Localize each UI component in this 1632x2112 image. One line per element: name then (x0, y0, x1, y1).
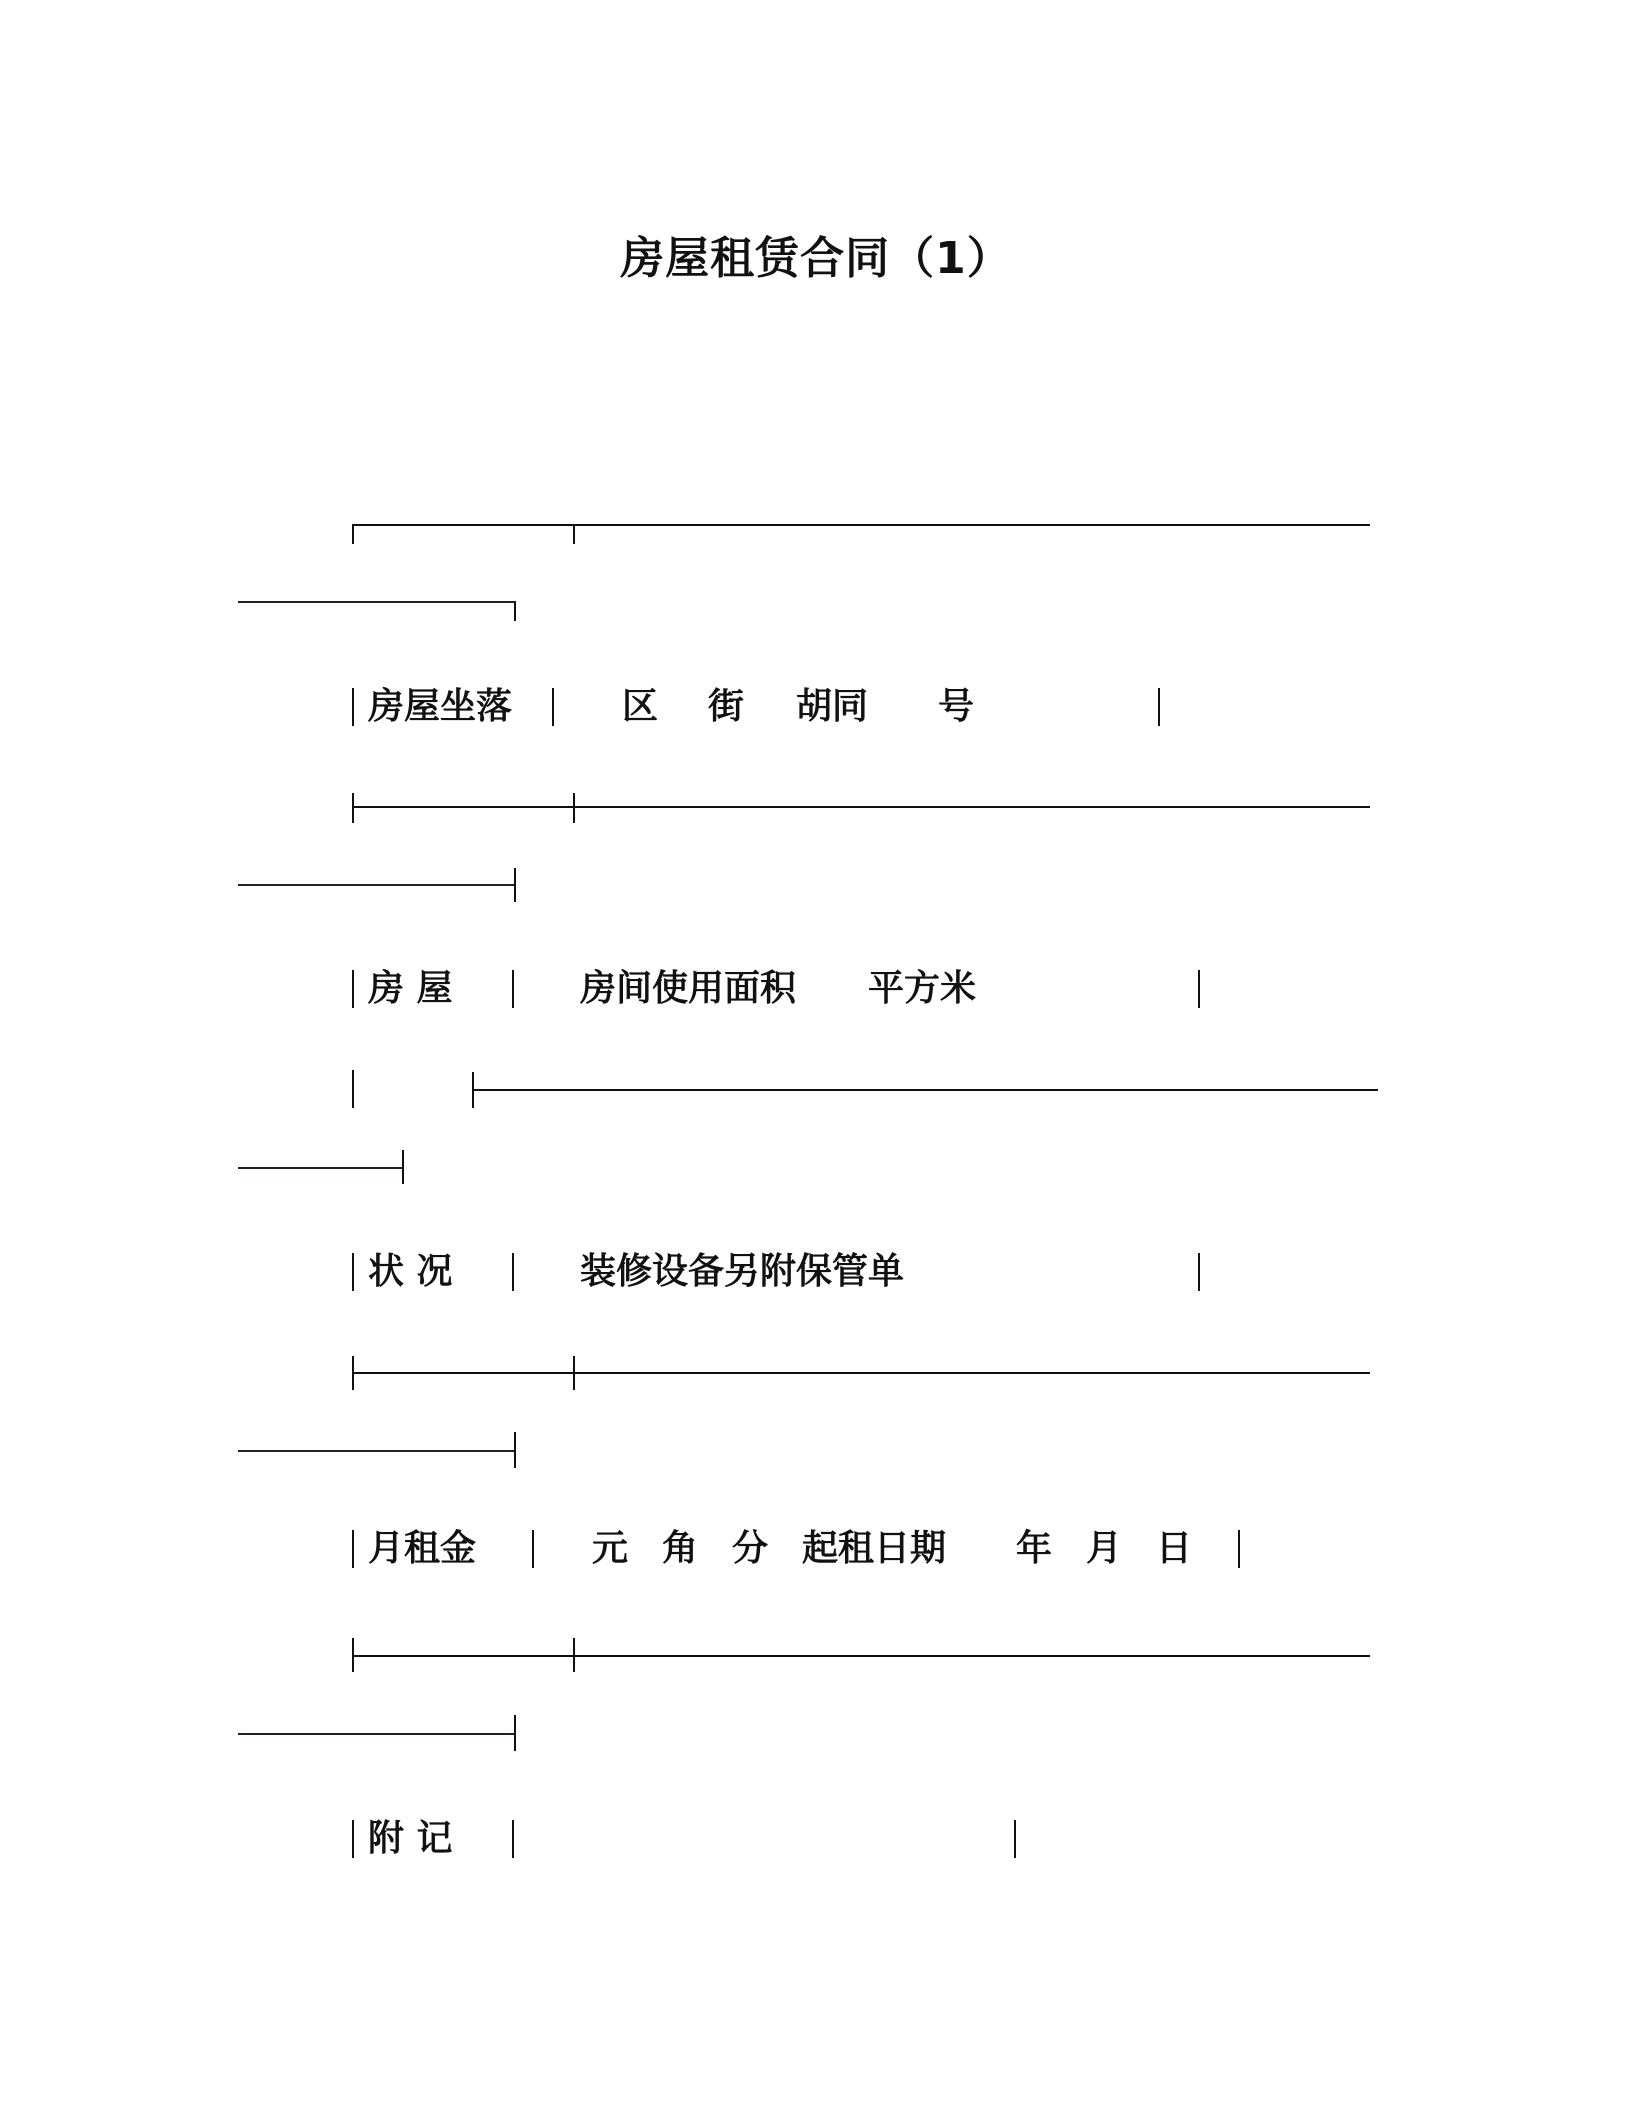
row-label-condition: 状 况 (368, 1251, 453, 1292)
rent-jiao: 角 (662, 1528, 699, 1569)
location-number: 号 (938, 686, 975, 727)
row-label-remarks: 附 记 (368, 1818, 453, 1859)
start-date-label: 起租日期 (802, 1528, 947, 1569)
location-street: 街 (708, 686, 745, 727)
row-label-location: 房屋坐落 (368, 686, 513, 727)
date-day: 日 (1156, 1528, 1193, 1569)
fixtures-note: 装修设备另附保管单 (580, 1251, 905, 1292)
row-label-house: 房 屋 (368, 968, 453, 1009)
date-month: 月 (1086, 1528, 1123, 1569)
room-area-label: 房间使用面积 (580, 968, 797, 1009)
location-hutong: 胡同 (796, 686, 869, 727)
document-title: 房屋租赁合同（1） (620, 233, 1012, 284)
rent-yuan: 元 (592, 1528, 629, 1569)
date-year: 年 (1016, 1528, 1053, 1569)
location-district: 区 (622, 686, 659, 727)
row-label-rent: 月租金 (368, 1528, 477, 1569)
rent-fen: 分 (732, 1528, 769, 1569)
area-unit: 平方米 (868, 968, 977, 1009)
